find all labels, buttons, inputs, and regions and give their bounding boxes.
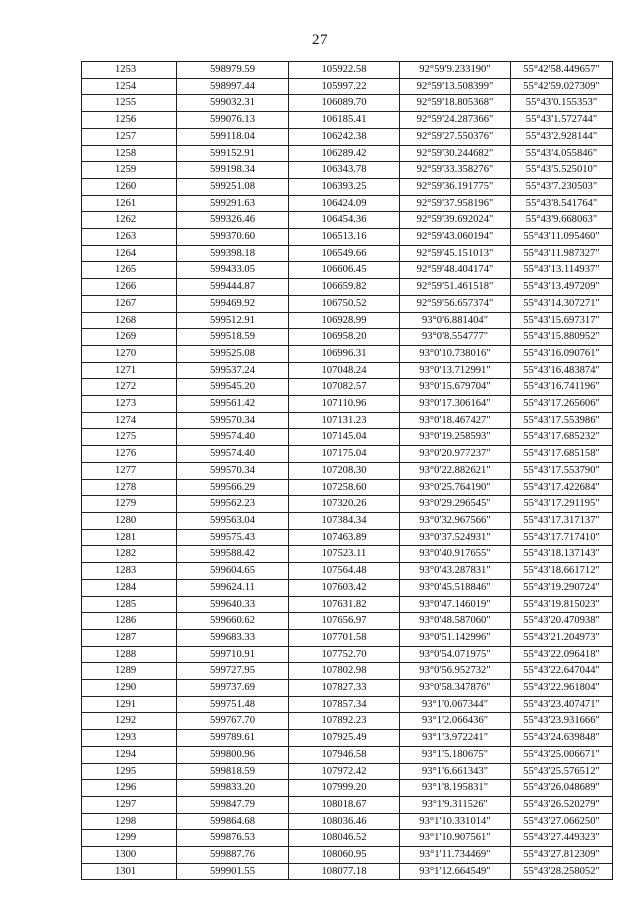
point-number-cell: 1293: [82, 730, 177, 747]
table-row: [82, 680, 613, 697]
x-coordinate-cell: 598979.59: [177, 62, 289, 79]
latitude-cell: 55°43'15.697317": [511, 312, 613, 329]
point-number-cell: 1296: [82, 780, 177, 797]
x-coordinate-cell: 599198.34: [177, 162, 289, 179]
x-coordinate-cell: 599660.62: [177, 613, 289, 630]
y-coordinate-cell: 107701.58: [289, 629, 400, 646]
point-number-cell: 1299: [82, 830, 177, 847]
point-number-cell: 1285: [82, 596, 177, 613]
x-coordinate-cell: 599563.04: [177, 512, 289, 529]
longitude-cell: 93°0'10.738016": [400, 345, 511, 362]
table-row: [82, 847, 613, 864]
latitude-cell: 55°42'58.449657": [511, 62, 613, 79]
table-row: [82, 646, 613, 663]
x-coordinate-cell: 599574.40: [177, 446, 289, 463]
y-coordinate-cell: 107175.04: [289, 446, 400, 463]
x-coordinate-cell: 599901.55: [177, 863, 289, 880]
point-number-cell: 1258: [82, 145, 177, 162]
latitude-cell: 55°43'17.685232": [511, 429, 613, 446]
longitude-cell: 92°59'27.550376": [400, 128, 511, 145]
latitude-cell: 55°43'18.137143": [511, 546, 613, 563]
point-number-cell: 1283: [82, 563, 177, 580]
table-row: [82, 279, 613, 296]
latitude-cell: 55°43'28.258052": [511, 863, 613, 880]
table-row: [82, 746, 613, 763]
y-coordinate-cell: 107802.98: [289, 663, 400, 680]
table-row: [82, 730, 613, 747]
latitude-cell: 55°43'22.096418": [511, 646, 613, 663]
table-row: [82, 796, 613, 813]
longitude-cell: 92°59'24.287366": [400, 112, 511, 129]
latitude-cell: 55°43'23.407471": [511, 696, 613, 713]
x-coordinate-cell: 599789.61: [177, 730, 289, 747]
x-coordinate-cell: 599398.18: [177, 245, 289, 262]
table-row: [82, 145, 613, 162]
x-coordinate-cell: 599588.42: [177, 546, 289, 563]
y-coordinate-cell: 106242.38: [289, 128, 400, 145]
x-coordinate-cell: 599032.31: [177, 95, 289, 112]
x-coordinate-cell: 599444.87: [177, 279, 289, 296]
y-coordinate-cell: 107082.57: [289, 379, 400, 396]
table-row: [82, 479, 613, 496]
table-row: [82, 245, 613, 262]
point-number-cell: 1256: [82, 112, 177, 129]
table-row: [82, 863, 613, 880]
longitude-cell: 93°0'20.977237": [400, 446, 511, 463]
point-number-cell: 1268: [82, 312, 177, 329]
x-coordinate-cell: 599800.96: [177, 746, 289, 763]
latitude-cell: 55°43'11.987327": [511, 245, 613, 262]
point-number-cell: 1269: [82, 329, 177, 346]
y-coordinate-cell: 106750.52: [289, 295, 400, 312]
latitude-cell: 55°43'26.048689": [511, 780, 613, 797]
longitude-cell: 93°0'25.764190": [400, 479, 511, 496]
longitude-cell: 93°1'3.972241": [400, 730, 511, 747]
latitude-cell: 55°43'19.815023": [511, 596, 613, 613]
latitude-cell: 55°43'27.066250": [511, 813, 613, 830]
y-coordinate-cell: 106289.42: [289, 145, 400, 162]
y-coordinate-cell: 106659.82: [289, 279, 400, 296]
longitude-cell: 93°1'10.907561": [400, 830, 511, 847]
x-coordinate-cell: 599433.05: [177, 262, 289, 279]
y-coordinate-cell: 107320.26: [289, 496, 400, 513]
point-number-cell: 1278: [82, 479, 177, 496]
longitude-cell: 93°0'43.287831": [400, 563, 511, 580]
longitude-cell: 92°59'43.060194": [400, 229, 511, 246]
longitude-cell: 92°59'33.358276": [400, 162, 511, 179]
point-number-cell: 1301: [82, 863, 177, 880]
longitude-cell: 92°59'36.191775": [400, 178, 511, 195]
longitude-cell: 93°0'22.882621": [400, 462, 511, 479]
point-number-cell: 1291: [82, 696, 177, 713]
table-row: [82, 128, 613, 145]
y-coordinate-cell: 105997.22: [289, 78, 400, 95]
point-number-cell: 1257: [82, 128, 177, 145]
y-coordinate-cell: 106606.45: [289, 262, 400, 279]
point-number-cell: 1254: [82, 78, 177, 95]
longitude-cell: 93°1'9.311526": [400, 796, 511, 813]
longitude-cell: 93°0'19.258593": [400, 429, 511, 446]
longitude-cell: 93°0'37.524931": [400, 529, 511, 546]
table-row: [82, 429, 613, 446]
latitude-cell: 55°43'18.661712": [511, 563, 613, 580]
longitude-cell: 93°0'29.296545": [400, 496, 511, 513]
latitude-cell: 55°43'14.307271": [511, 295, 613, 312]
longitude-cell: 93°0'48.587060": [400, 613, 511, 630]
x-coordinate-cell: 599566.29: [177, 479, 289, 496]
longitude-cell: 93°0'8.554777": [400, 329, 511, 346]
y-coordinate-cell: 108036.46: [289, 813, 400, 830]
latitude-cell: 55°43'16.483874": [511, 362, 613, 379]
x-coordinate-cell: 599833.20: [177, 780, 289, 797]
table-row: [82, 329, 613, 346]
y-coordinate-cell: 106513.16: [289, 229, 400, 246]
point-number-cell: 1253: [82, 62, 177, 79]
y-coordinate-cell: 106549.66: [289, 245, 400, 262]
longitude-cell: 92°59'9.233190": [400, 62, 511, 79]
point-number-cell: 1271: [82, 362, 177, 379]
y-coordinate-cell: 106393.25: [289, 178, 400, 195]
longitude-cell: 93°1'5.180675": [400, 746, 511, 763]
latitude-cell: 55°43'17.291195": [511, 496, 613, 513]
x-coordinate-cell: 599370.60: [177, 229, 289, 246]
table-row: [82, 629, 613, 646]
y-coordinate-cell: 107523.11: [289, 546, 400, 563]
y-coordinate-cell: 107946.58: [289, 746, 400, 763]
latitude-cell: 55°43'19.290724": [511, 579, 613, 596]
table-row: [82, 462, 613, 479]
point-number-cell: 1288: [82, 646, 177, 663]
y-coordinate-cell: 106996.31: [289, 345, 400, 362]
longitude-cell: 93°0'58.347876": [400, 680, 511, 697]
x-coordinate-cell: 599574.40: [177, 429, 289, 446]
longitude-cell: 92°59'39.692024": [400, 212, 511, 229]
table-row: [82, 446, 613, 463]
x-coordinate-cell: 599291.63: [177, 195, 289, 212]
x-coordinate-cell: 599570.34: [177, 412, 289, 429]
latitude-cell: 55°43'11.095460": [511, 229, 613, 246]
table-row: [82, 496, 613, 513]
table-row: [82, 713, 613, 730]
latitude-cell: 55°42'59.027309": [511, 78, 613, 95]
y-coordinate-cell: 106928.99: [289, 312, 400, 329]
y-coordinate-cell: 107827.33: [289, 680, 400, 697]
x-coordinate-cell: 599876.53: [177, 830, 289, 847]
latitude-cell: 55°43'20.470938": [511, 613, 613, 630]
point-number-cell: 1280: [82, 512, 177, 529]
longitude-cell: 93°1'0.067344": [400, 696, 511, 713]
x-coordinate-cell: 599604.65: [177, 563, 289, 580]
y-coordinate-cell: 107131.23: [289, 412, 400, 429]
x-coordinate-cell: 599525.08: [177, 345, 289, 362]
latitude-cell: 55°43'7.230503": [511, 178, 613, 195]
longitude-cell: 93°0'45.518846": [400, 579, 511, 596]
x-coordinate-cell: 599251.08: [177, 178, 289, 195]
point-number-cell: 1277: [82, 462, 177, 479]
table-row: [82, 112, 613, 129]
y-coordinate-cell: 107631.82: [289, 596, 400, 613]
longitude-cell: 92°59'51.461518": [400, 279, 511, 296]
longitude-cell: 92°59'45.151013": [400, 245, 511, 262]
y-coordinate-cell: 107110.96: [289, 396, 400, 413]
point-number-cell: 1267: [82, 295, 177, 312]
table-row: [82, 95, 613, 112]
y-coordinate-cell: 107564.48: [289, 563, 400, 580]
longitude-cell: 93°0'40.917655": [400, 546, 511, 563]
table-row: [82, 162, 613, 179]
x-coordinate-cell: 599076.13: [177, 112, 289, 129]
x-coordinate-cell: 599727.95: [177, 663, 289, 680]
y-coordinate-cell: 107925.49: [289, 730, 400, 747]
longitude-cell: 93°0'56.952732": [400, 663, 511, 680]
x-coordinate-cell: 599562.23: [177, 496, 289, 513]
y-coordinate-cell: 106454.36: [289, 212, 400, 229]
longitude-cell: 93°0'18.467427": [400, 412, 511, 429]
x-coordinate-cell: 598997.44: [177, 78, 289, 95]
point-number-cell: 1287: [82, 629, 177, 646]
point-number-cell: 1266: [82, 279, 177, 296]
table-row: [82, 763, 613, 780]
latitude-cell: 55°43'17.553790": [511, 462, 613, 479]
table-row: [82, 78, 613, 95]
table-row: [82, 212, 613, 229]
point-number-cell: 1300: [82, 847, 177, 864]
latitude-cell: 55°43'21.204973": [511, 629, 613, 646]
y-coordinate-cell: 107972.42: [289, 763, 400, 780]
point-number-cell: 1264: [82, 245, 177, 262]
table-row: [82, 362, 613, 379]
latitude-cell: 55°43'17.685158": [511, 446, 613, 463]
table-row: [82, 295, 613, 312]
y-coordinate-cell: 107048.24: [289, 362, 400, 379]
table-row: [82, 379, 613, 396]
table-row: [82, 229, 613, 246]
x-coordinate-cell: 599847.79: [177, 796, 289, 813]
table-row: [82, 512, 613, 529]
coordinates-table-body: [82, 62, 613, 880]
latitude-cell: 55°43'5.525010": [511, 162, 613, 179]
latitude-cell: 55°43'17.265606": [511, 396, 613, 413]
longitude-cell: 93°0'13.712991": [400, 362, 511, 379]
latitude-cell: 55°43'25.006671": [511, 746, 613, 763]
longitude-cell: 93°1'11.734469": [400, 847, 511, 864]
table-row: [82, 579, 613, 596]
latitude-cell: 55°43'9.668063": [511, 212, 613, 229]
table-row: [82, 563, 613, 580]
point-number-cell: 1273: [82, 396, 177, 413]
y-coordinate-cell: 108077.18: [289, 863, 400, 880]
latitude-cell: 55°43'8.541764": [511, 195, 613, 212]
point-number-cell: 1289: [82, 663, 177, 680]
latitude-cell: 55°43'26.520279": [511, 796, 613, 813]
table-row: [82, 412, 613, 429]
longitude-cell: 93°0'17.306164": [400, 396, 511, 413]
latitude-cell: 55°43'16.741196": [511, 379, 613, 396]
x-coordinate-cell: 599518.59: [177, 329, 289, 346]
x-coordinate-cell: 599537.24: [177, 362, 289, 379]
y-coordinate-cell: 106343.78: [289, 162, 400, 179]
longitude-cell: 93°0'15.679704": [400, 379, 511, 396]
y-coordinate-cell: 107208.30: [289, 462, 400, 479]
table-row: [82, 813, 613, 830]
point-number-cell: 1260: [82, 178, 177, 195]
point-number-cell: 1284: [82, 579, 177, 596]
table-row: [82, 195, 613, 212]
latitude-cell: 55°43'1.572744": [511, 112, 613, 129]
latitude-cell: 55°43'22.961804": [511, 680, 613, 697]
point-number-cell: 1290: [82, 680, 177, 697]
longitude-cell: 92°59'37.958196": [400, 195, 511, 212]
point-number-cell: 1279: [82, 496, 177, 513]
longitude-cell: 92°59'30.244682": [400, 145, 511, 162]
table-row: [82, 178, 613, 195]
x-coordinate-cell: 599512.91: [177, 312, 289, 329]
x-coordinate-cell: 599570.34: [177, 462, 289, 479]
page-number: 27: [312, 32, 328, 48]
x-coordinate-cell: 599683.33: [177, 629, 289, 646]
latitude-cell: 55°43'23.931666": [511, 713, 613, 730]
latitude-cell: 55°43'13.114937": [511, 262, 613, 279]
latitude-cell: 55°43'27.812309": [511, 847, 613, 864]
table-row: [82, 546, 613, 563]
y-coordinate-cell: 107603.42: [289, 579, 400, 596]
y-coordinate-cell: 108060.95: [289, 847, 400, 864]
longitude-cell: 93°1'12.664549": [400, 863, 511, 880]
point-number-cell: 1272: [82, 379, 177, 396]
latitude-cell: 55°43'17.553986": [511, 412, 613, 429]
point-number-cell: 1274: [82, 412, 177, 429]
point-number-cell: 1294: [82, 746, 177, 763]
x-coordinate-cell: 599887.76: [177, 847, 289, 864]
x-coordinate-cell: 599640.33: [177, 596, 289, 613]
y-coordinate-cell: 108046.52: [289, 830, 400, 847]
table-row: [82, 345, 613, 362]
latitude-cell: 55°43'24.639848": [511, 730, 613, 747]
point-number-cell: 1265: [82, 262, 177, 279]
y-coordinate-cell: 107892.23: [289, 713, 400, 730]
table-row: [82, 396, 613, 413]
y-coordinate-cell: 107857.34: [289, 696, 400, 713]
longitude-cell: 92°59'56.657374": [400, 295, 511, 312]
point-number-cell: 1286: [82, 613, 177, 630]
x-coordinate-cell: 599767.70: [177, 713, 289, 730]
y-coordinate-cell: 107463.89: [289, 529, 400, 546]
table-row: [82, 596, 613, 613]
point-number-cell: 1261: [82, 195, 177, 212]
latitude-cell: 55°43'25.576512": [511, 763, 613, 780]
longitude-cell: 93°1'2.066436": [400, 713, 511, 730]
latitude-cell: 55°43'17.317137": [511, 512, 613, 529]
y-coordinate-cell: 106089.70: [289, 95, 400, 112]
x-coordinate-cell: 599864.68: [177, 813, 289, 830]
y-coordinate-cell: 108018.67: [289, 796, 400, 813]
point-number-cell: 1282: [82, 546, 177, 563]
longitude-cell: 93°0'6.881404": [400, 312, 511, 329]
longitude-cell: 92°59'48.404174": [400, 262, 511, 279]
y-coordinate-cell: 106424.09: [289, 195, 400, 212]
point-number-cell: 1275: [82, 429, 177, 446]
table-row: [82, 780, 613, 797]
longitude-cell: 93°0'47.146019": [400, 596, 511, 613]
point-number-cell: 1295: [82, 763, 177, 780]
x-coordinate-cell: 599118.04: [177, 128, 289, 145]
y-coordinate-cell: 107752.70: [289, 646, 400, 663]
table-row: [82, 830, 613, 847]
latitude-cell: 55°43'0.155353": [511, 95, 613, 112]
x-coordinate-cell: 599710.91: [177, 646, 289, 663]
latitude-cell: 55°43'15.880952": [511, 329, 613, 346]
latitude-cell: 55°43'22.647044": [511, 663, 613, 680]
longitude-cell: 93°1'8.195831": [400, 780, 511, 797]
x-coordinate-cell: 599326.46: [177, 212, 289, 229]
table-row: [82, 312, 613, 329]
y-coordinate-cell: 107656.97: [289, 613, 400, 630]
longitude-cell: 93°0'51.142996": [400, 629, 511, 646]
latitude-cell: 55°43'16.090761": [511, 345, 613, 362]
y-coordinate-cell: 107145.04: [289, 429, 400, 446]
table-row: [82, 62, 613, 79]
latitude-cell: 55°43'2.928144": [511, 128, 613, 145]
point-number-cell: 1255: [82, 95, 177, 112]
x-coordinate-cell: 599751.48: [177, 696, 289, 713]
longitude-cell: 93°0'54.071975": [400, 646, 511, 663]
latitude-cell: 55°43'4.055846": [511, 145, 613, 162]
table-row: [82, 262, 613, 279]
coordinates-table: [81, 61, 613, 880]
latitude-cell: 55°43'13.497209": [511, 279, 613, 296]
latitude-cell: 55°43'27.449323": [511, 830, 613, 847]
x-coordinate-cell: 599575.43: [177, 529, 289, 546]
y-coordinate-cell: 107258.60: [289, 479, 400, 496]
latitude-cell: 55°43'17.422684": [511, 479, 613, 496]
table-row: [82, 529, 613, 546]
point-number-cell: 1259: [82, 162, 177, 179]
x-coordinate-cell: 599737.69: [177, 680, 289, 697]
point-number-cell: 1298: [82, 813, 177, 830]
table-row: [82, 663, 613, 680]
longitude-cell: 93°1'10.331014": [400, 813, 511, 830]
x-coordinate-cell: 599152.91: [177, 145, 289, 162]
x-coordinate-cell: 599818.59: [177, 763, 289, 780]
point-number-cell: 1297: [82, 796, 177, 813]
longitude-cell: 92°59'13.508399": [400, 78, 511, 95]
point-number-cell: 1292: [82, 713, 177, 730]
point-number-cell: 1262: [82, 212, 177, 229]
longitude-cell: 93°1'6.661343": [400, 763, 511, 780]
point-number-cell: 1281: [82, 529, 177, 546]
y-coordinate-cell: 107999.20: [289, 780, 400, 797]
point-number-cell: 1270: [82, 345, 177, 362]
y-coordinate-cell: 106958.20: [289, 329, 400, 346]
y-coordinate-cell: 107384.34: [289, 512, 400, 529]
table-row: [82, 613, 613, 630]
longitude-cell: 93°0'32.967566": [400, 512, 511, 529]
longitude-cell: 92°59'18.805368": [400, 95, 511, 112]
y-coordinate-cell: 106185.41: [289, 112, 400, 129]
y-coordinate-cell: 105922.58: [289, 62, 400, 79]
point-number-cell: 1263: [82, 229, 177, 246]
x-coordinate-cell: 599624.11: [177, 579, 289, 596]
latitude-cell: 55°43'17.717410": [511, 529, 613, 546]
x-coordinate-cell: 599561.42: [177, 396, 289, 413]
point-number-cell: 1276: [82, 446, 177, 463]
x-coordinate-cell: 599545.20: [177, 379, 289, 396]
table-row: [82, 696, 613, 713]
x-coordinate-cell: 599469.92: [177, 295, 289, 312]
